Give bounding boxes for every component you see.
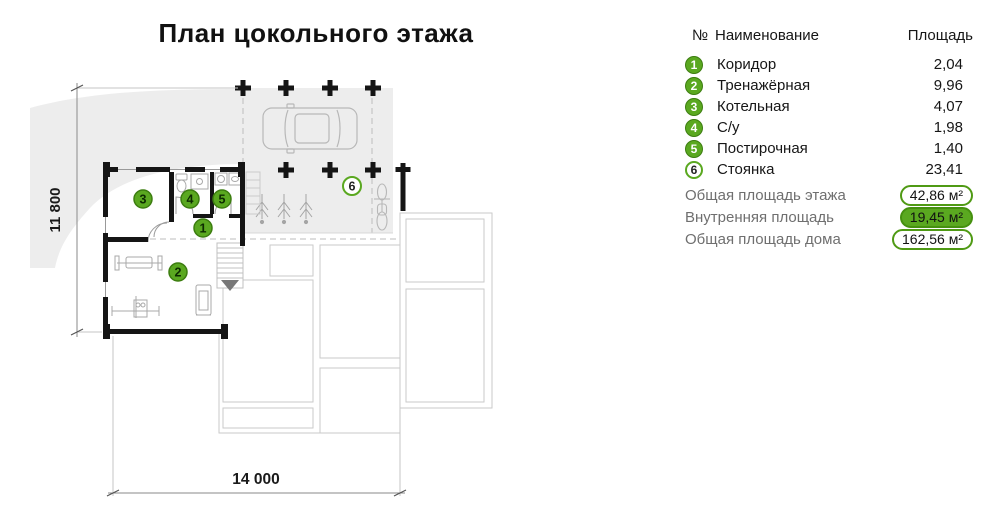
legend-total-row xyxy=(685,184,973,206)
room-area: 9,96 xyxy=(933,77,963,94)
room-number-badge: 5 xyxy=(685,140,703,158)
room-name: Котельная xyxy=(717,98,790,115)
room-number-badge: 3 xyxy=(685,98,703,116)
legend-table xyxy=(685,22,973,250)
room-area: 1,40 xyxy=(933,140,963,157)
legend-header-num: № xyxy=(691,26,709,44)
plan-room-marker-label: 4 xyxy=(186,192,194,207)
total-value-pill: 42,86 м² xyxy=(900,185,973,206)
legend-row xyxy=(685,117,973,138)
total-label: Внутренняя площадь xyxy=(685,208,834,226)
room-name: Постирочная xyxy=(717,140,808,157)
page-title: План цокольного этажа xyxy=(158,18,474,48)
legend-row xyxy=(685,138,973,159)
bath-fixtures xyxy=(176,173,241,192)
staircase xyxy=(217,243,243,291)
legend-totals xyxy=(685,184,973,250)
total-value-pill: 162,56 м² xyxy=(892,229,973,250)
total-label: Общая площадь этажа xyxy=(685,186,846,204)
plan-room-marker-label: 5 xyxy=(218,192,226,207)
parking-area xyxy=(240,88,393,233)
legend-row xyxy=(685,75,973,96)
room-area: 1,98 xyxy=(933,119,963,136)
legend-row xyxy=(685,96,973,117)
legend-row xyxy=(685,159,973,180)
room-area: 4,07 xyxy=(933,98,963,115)
room-name: Тренажёрная xyxy=(717,77,811,94)
legend-header xyxy=(685,22,973,48)
legend-rows xyxy=(685,54,973,180)
legend-total-row xyxy=(685,228,973,250)
plan-room-marker-label: 1 xyxy=(199,221,207,236)
dimension-horizontal xyxy=(107,471,406,496)
room-area: 2,04 xyxy=(933,56,963,73)
room-name: Стоянка xyxy=(717,161,775,178)
legend-total-row xyxy=(685,206,973,228)
room-name: С/у xyxy=(717,119,740,136)
room-name: Коридор xyxy=(717,56,777,73)
plan-room-marker-label: 6 xyxy=(348,179,356,194)
dimension-width-label: 14 000 xyxy=(232,471,280,488)
legend-header-name: Наименование xyxy=(715,26,819,44)
gym-equipment xyxy=(112,256,211,318)
room-number-badge: 6 xyxy=(685,161,703,179)
plan-room-marker-label: 2 xyxy=(174,265,182,280)
total-value-pill: 19,45 м² xyxy=(900,207,973,228)
room-number-badge: 1 xyxy=(685,56,703,74)
legend-row xyxy=(685,54,973,75)
room-area: 23,41 xyxy=(925,161,963,178)
total-label: Общая площадь дома xyxy=(685,230,841,248)
legend-header-area: Площадь xyxy=(907,26,973,44)
plan-room-marker-label: 3 xyxy=(139,192,147,207)
dimension-height-label: 11 800 xyxy=(47,187,64,233)
room-number-badge: 2 xyxy=(685,77,703,95)
room-number-badge: 4 xyxy=(685,119,703,137)
terrace-outline xyxy=(400,213,492,408)
